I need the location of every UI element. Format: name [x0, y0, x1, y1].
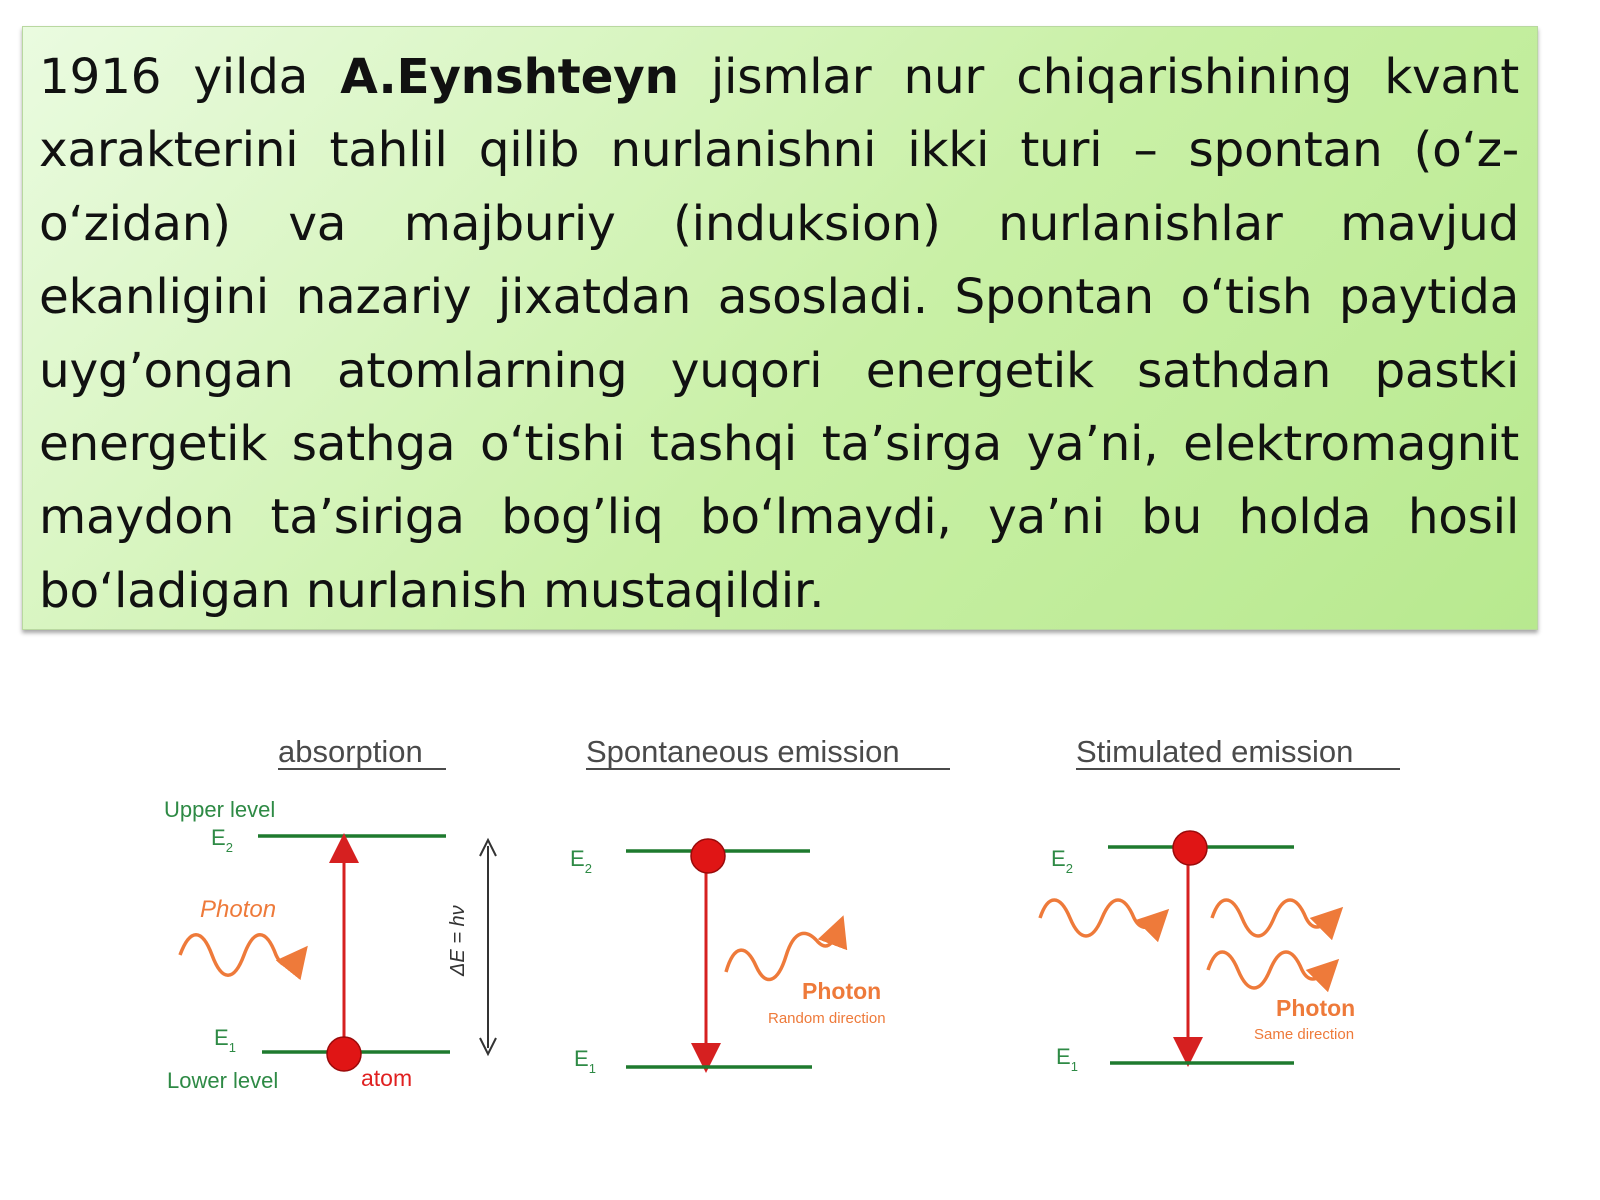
stimulated-panel [1040, 734, 1400, 1074]
stimulated-photon-wave-1 [1212, 900, 1332, 936]
lower-level-label: Lower level [167, 1068, 279, 1093]
paragraph-body: jismlar nur chiqarishining kvant xarakterini tahlil qilib nurlanishni ikki turi – spontan (o‘z-o‘zidan) va majburiy (induksion) nurlanishlar mavjud ekanligini nazariy jixatdan asosladi. Spontan o‘tish paytida uyg’ongan atomlarning yuqori energetik sathdan pastki energetik sathga o‘tishi tashqi ta’sirga ya’ni, elektromagnit maydon ta’siriga bog’liq bo‘lmaydi, ya’ni bu holda hosil bo‘ladigan nurlanish mustaqildir. [39, 49, 1520, 619]
spontaneous-atom [691, 839, 725, 873]
absorption-atom [327, 1037, 361, 1071]
energy-formula: ΔE = hν [447, 905, 469, 976]
paragraph-lead: 1916 yilda [39, 49, 341, 105]
spontaneous-direction-label: Random direction [768, 1010, 886, 1027]
spontaneous-title: Spontaneous emission [586, 734, 900, 769]
stimulated-direction-label: Same direction [1254, 1026, 1355, 1043]
stimulated-incoming-photon-wave [1040, 900, 1158, 936]
stimulated-photon-wave-2 [1208, 952, 1328, 988]
absorption-photon-label: Photon [200, 896, 277, 923]
absorption-photon-wave [180, 935, 298, 976]
absorption-e2-label: $E_2$ [211, 825, 233, 855]
upper-level-label: Upper level [164, 797, 276, 822]
stimulated-atom [1173, 831, 1207, 865]
absorption-panel [164, 734, 496, 1093]
stimulated-e1-label: $E_1$ [1056, 1044, 1078, 1074]
spontaneous-e2-label: $E_2$ [570, 846, 592, 876]
absorption-e1-label: $E_1$ [214, 1025, 236, 1055]
stimulated-photon-label: Photon [1276, 995, 1356, 1021]
stimulated-title: Stimulated emission [1076, 734, 1354, 769]
stimulated-e2-label: $E_2$ [1051, 846, 1073, 876]
spontaneous-photon-label: Photon [802, 978, 882, 1004]
absorption-title: absorption [278, 734, 423, 769]
atom-label: atom [361, 1065, 413, 1091]
spontaneous-e1-label: $E_1$ [574, 1046, 596, 1076]
spontaneous-panel [570, 734, 950, 1076]
spontaneous-photon-wave [726, 930, 838, 979]
paragraph-name: A.Eynshteyn [340, 49, 679, 105]
